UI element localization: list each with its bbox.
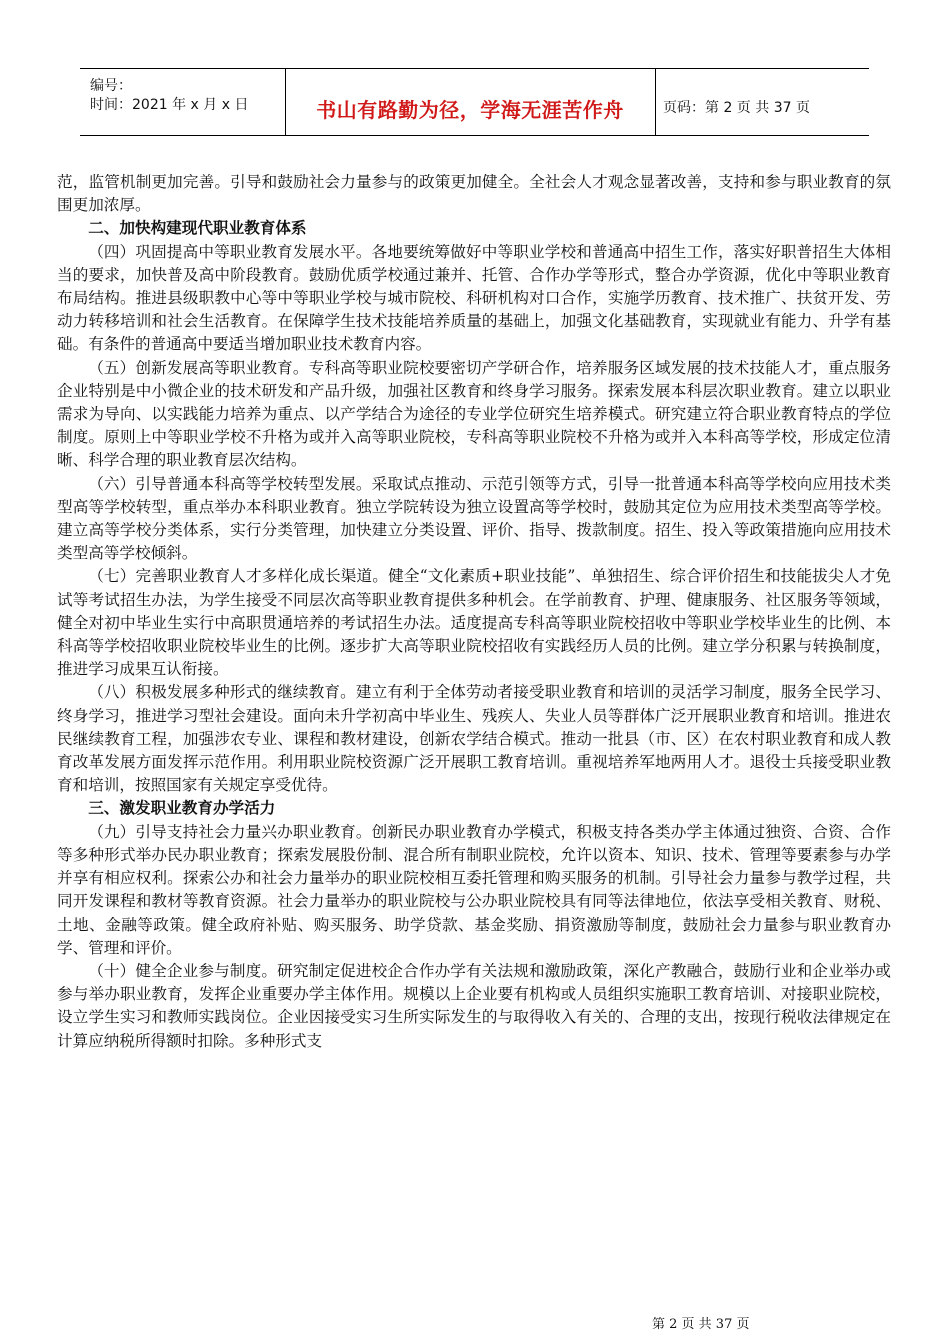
paragraph-item-9	[57, 821, 891, 960]
paragraph-continued: 范，监管机制更加完善。引导和鼓励社会力量参与的政策更加健全。全社会人才观念显著改善，支持和参与职业教育的氛围更加浓厚。	[57, 173, 891, 215]
paragraph-item-5	[57, 357, 891, 473]
header-meta-cell	[80, 69, 286, 135]
item-10-text: 研究制定促进校企合作办学有关法规和激励政策，深化产教融合，鼓励行业和企业举办或参与举办职业教育，发挥企业重要办学主体作用。规模以上企业要有机构或人员组织实施职工教育培训、对接职业院校，设立学生实习和教师实践岗位。企业因接受实习生所实际发生的与取得收入有关的、合理的支出，按现行税收法律规定在计算应纳税所得额时扣除。多种形式支	[57, 961, 891, 1050]
item-8-text: 建立有利于全体劳动者接受职业教育和培训的灵活学习制度，服务全民学习、终身学习，推进学习型社会建设。面向未升学初高中毕业生、残疾人、失业人员等群体广泛开展职业教育和培训。推进农民继续教育工程，加强涉农专业、课程和教材建设，创新农学结合模式。推动一批县（市、区）在农村职业教育和成人教育改革发展方面发挥示范作用。利用职业院校资源广泛开展职工教育培训。重视培养军地两用人才。退役士兵接受职业教育和培训，按照国家有关规定享受优待。	[57, 683, 891, 795]
document-number-label: 编号：	[90, 78, 132, 94]
item-7-lead: （七）完善职业教育人才多样化成长渠道。	[88, 567, 389, 586]
header-page-number: 页码：第 2 页 共 37 页	[663, 100, 810, 116]
item-9-lead: （九）引导支持社会力量兴办职业教育。	[88, 822, 372, 841]
item-10-lead: （十）健全企业参与制度。	[88, 961, 278, 980]
header-motto: 书山有路勤为径，学海无涯苦作舟	[316, 98, 624, 122]
section-heading-3: 三、激发职业教育办学活力	[88, 799, 276, 818]
page-header	[80, 68, 869, 136]
section-heading-2: 二、加快构建现代职业教育体系	[88, 219, 307, 238]
paragraph-item-4	[57, 241, 891, 357]
header-motto-cell	[285, 69, 656, 135]
paragraph-item-10	[57, 960, 891, 1053]
item-5-text: 专科高等职业院校要密切产学研合作，培养服务区域发展的技术技能人才，重点服务企业特别是中小微企业的技术研发和产品升级，加强社区教育和终身学习服务。探索发展本科层次职业教育。建立以职业需求为导向、以实践能力培养为重点、以产学结合为途径的专业学位研究生培养模式。研究建立符合职业教育特点的学位制度。原则上中等职业学校不升格为或并入高等职业院校，专科高等职业院校不升格为或并入本科高等学校，形成定位清晰、科学合理的职业教育层次结构。	[57, 358, 891, 470]
page-footer: 第 2 页 共 37 页	[652, 1317, 750, 1332]
item-6-text: 采取试点推动、示范引领等方式，引导一批普通本科高等学校向应用技术类型高等学校转型，重点举办本科职业教育。独立学院转设为独立设置高等学校时，鼓励其定位为应用技术类型高等学校。建立高等学校分类体系，实行分类管理，加快建立分类设置、评价、指导、拨款制度。招生、投入等政策措施向应用技术类型高等学校倾斜。	[57, 474, 891, 563]
document-body	[57, 171, 891, 1053]
item-9-text: 创新民办职业教育办学模式，积极支持各类办学主体通过独资、合资、合作等多种形式举办民办职业教育；探索发展股份制、混合所有制职业院校，允许以资本、知识、技术、管理等要素参与办学并享有相应权利。探索公办和社会力量举办的职业院校相互委托管理和购买服务的机制。引导社会力量参与教学过程，共同开发课程和教材等教育资源。社会力量举办的职业院校与公办职业院校具有同等法律地位，依法享受相关教育、财税、土地、金融等政策。健全政府补贴、购买服务、助学贷款、基金奖励、捐资激励等制度，鼓励社会力量参与职业教育办学、管理和评价。	[57, 822, 891, 957]
document-time-label: 时间：2021 年 x 月 x 日	[90, 97, 249, 113]
header-page-cell	[655, 69, 869, 135]
paragraph-item-7	[57, 565, 891, 681]
item-4-lead: （四）巩固提高中等职业教育发展水平。	[88, 242, 372, 261]
paragraph-item-6	[57, 473, 891, 566]
item-8-lead: （八）积极发展多种形式的继续教育。	[88, 683, 356, 702]
item-4-text: 各地要统筹做好中等职业学校和普通高中招生工作，落实好职普招生大体相当的要求，加快普及高中阶段教育。鼓励优质学校通过兼并、托管、合作办学等形式，整合办学资源，优化中等职业教育布局结构。推进县级职教中心等中等职业学校与城市院校、科研机构对口合作，实施学历教育、技术推广、扶贫开发、劳动力转移培训和社会生活教育。在保障学生技术技能培养质量的基础上，加强文化基础教育，实现就业有能力、升学有基础。有条件的普通高中要适当增加职业技术教育内容。	[57, 242, 891, 354]
item-7-text: 健全“文化素质+职业技能”、单独招生、综合评价招生和技能拔尖人才免试等考试招生办法，为学生接受不同层次高等职业教育提供多种机会。在学前教育、护理、健康服务、社区服务等领域，健全对初中毕业生实行中高职贯通培养的考试招生办法。适度提高专科高等职业院校招收中等职业学校毕业生的比例、本科高等学校招收职业院校毕业生的比例。逐步扩大高等职业院校招收有实践经历人员的比例。建立学分积累与转换制度，推进学习成果互认衔接。	[57, 567, 891, 679]
item-6-lead: （六）引导普通本科高等学校转型发展。	[88, 474, 372, 493]
item-5-lead: （五）创新发展高等职业教育。	[88, 358, 309, 377]
paragraph-item-8	[57, 681, 891, 797]
